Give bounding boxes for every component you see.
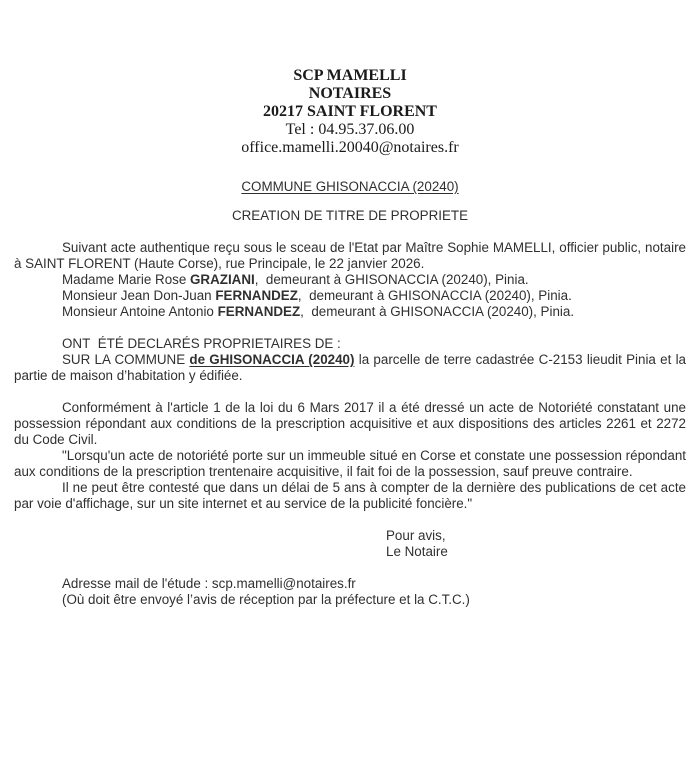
letterhead-line: 20217 SAINT FLORENT (263, 103, 437, 120)
footer-line: (Où doit être envoyé l’avis de réception par la préfecture et la C.T.C.) (62, 592, 470, 607)
paragraph (14, 400, 686, 448)
text-run: "Lorsqu'un acte de notoriété porte sur un immeuble situé en Corse et constate une possession répondant aux conditions de la prescription trentenaire acquisitive, il fait foi de la possession, sauf preuve contraire. (14, 448, 686, 479)
text-run: Suivant acte authentique reçu sous le sceau de l'Etat par Maître Sophie MAMELLI, officier public, notaire à SAINT FLORENT (Haute Corse), rue Principale, le 22 janvier 2026. (14, 240, 686, 271)
blank-line (14, 384, 686, 400)
text-run: SUR LA COMMUNE (62, 352, 190, 367)
paragraph (14, 272, 686, 288)
text-run: Il ne peut être contesté que dans un délai de 5 ans à compter de la dernière des publications de cet acte par voie d'affichage, sur un site internet et au service de la publicité foncière." (14, 480, 686, 511)
sign-off-line: Pour avis, (386, 528, 446, 543)
paragraph (14, 304, 686, 320)
text-run: Conformément à l'article 1 de la loi du 6 Mars 2017 il a été dressé un acte de Notoriété constatant une possession répondant aux conditions de la prescription acquisitive et aux dispositions des articles 2261 et 2272 du Code Civil. (14, 400, 686, 447)
text-run: , demeurant à GHISONACCIA (20240), Pinia. (300, 304, 575, 319)
letterhead-line: NOTAIRES (308, 85, 392, 102)
paragraph (14, 336, 686, 352)
paragraph (14, 448, 686, 480)
text-run: , demeurant à GHISONACCIA (20240), Pinia. (297, 288, 572, 303)
sign-off-line: Le Notaire (386, 544, 448, 559)
letterhead-line: Tel : 04.95.37.06.00 (285, 121, 415, 138)
paragraph (14, 352, 686, 384)
text-run: de GHISONACCIA (20240) (189, 352, 355, 367)
document-body (14, 240, 686, 512)
text-run: GRAZIANI (190, 272, 255, 287)
letterhead-line: office.mamelli.20040@notaires.fr (241, 139, 459, 156)
text-run: FERNANDEZ (215, 288, 298, 303)
document-title: CREATION DE TITRE DE PROPRIETE (231, 208, 469, 223)
text-run: Madame Marie Rose (62, 272, 191, 287)
paragraph (14, 288, 686, 304)
paragraph (14, 480, 686, 512)
text-run: FERNANDEZ (217, 304, 301, 319)
letterhead (0, 67, 700, 157)
footer-line: Adresse mail de l'étude : scp.mamelli@notaires.fr (62, 576, 356, 591)
text-run: Monsieur Jean Don-Juan (62, 288, 216, 303)
letterhead-line: SCP MAMELLI (293, 67, 407, 84)
text-run: Monsieur Antoine Antonio (62, 304, 218, 319)
sign-off (386, 528, 686, 560)
text-run: la parcelle de terre cadastrée C-2153 lieudit Pinia et la partie de maison d’habitation y édifiée. (14, 352, 687, 383)
paragraph (14, 240, 686, 272)
text-run: ONT ÉTÉ DECLARÉS PROPRIETAIRES DE : (62, 336, 341, 351)
text-run: , demeurant à GHISONACCIA (20240), Pinia. (254, 272, 529, 287)
footer-note (14, 576, 686, 608)
blank-line (14, 320, 686, 336)
commune-title: COMMUNE GHISONACCIA (20240) (241, 179, 459, 194)
